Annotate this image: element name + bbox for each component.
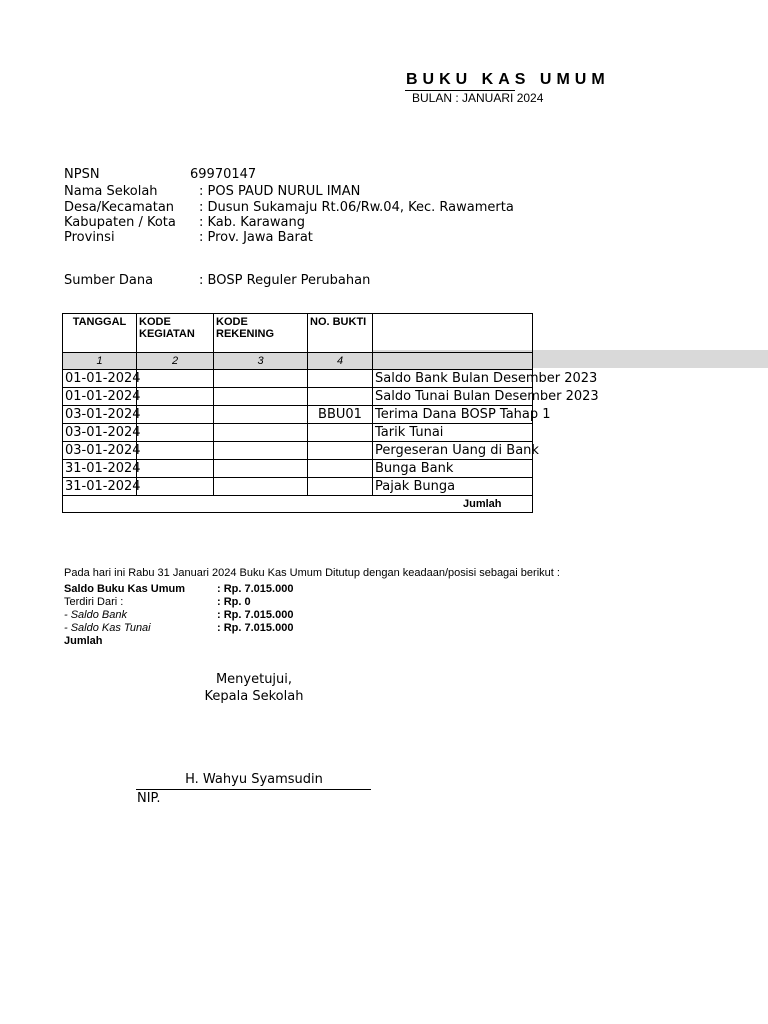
column-number: 3 (214, 353, 308, 370)
total-label: Jumlah (63, 496, 533, 513)
cell-no-bukti (308, 442, 373, 460)
closing-label-saldo-bank: - Saldo Bank (64, 609, 127, 621)
cell-kode-rekening (214, 424, 308, 442)
signature-line (136, 789, 371, 790)
cell-kode-rekening (214, 478, 308, 496)
closing-value-saldo-tunai: : Rp. 7.015.000 (217, 622, 294, 634)
page-subtitle: BULAN : JANUARI 2024 (412, 91, 544, 105)
principal-name: H. Wahyu Syamsudin (185, 772, 323, 787)
closing-value-saldo-bank: : Rp. 7.015.000 (217, 609, 294, 621)
cell-tanggal: 01-01-2024 (63, 370, 137, 388)
table-header-row (63, 314, 533, 353)
village-district-value: : Dusun Sukamaju Rt.06/Rw.04, Kec. Rawamerta (199, 200, 514, 215)
column-number-row (63, 353, 533, 370)
cell-tanggal: 03-01-2024 (63, 406, 137, 424)
closing-value-saldo-bku: : Rp. 7.015.000 (217, 583, 294, 595)
cell-kode-kegiatan (137, 478, 214, 496)
header-uraian (373, 314, 533, 353)
column-number: 2 (137, 353, 214, 370)
regency-value: : Kab. Karawang (199, 215, 305, 230)
cell-uraian: Tarik Tunai (373, 424, 533, 442)
table-row (63, 424, 533, 442)
approval-text: Menyetujui, (215, 672, 293, 687)
table-row (63, 460, 533, 478)
table-row (63, 406, 533, 424)
table-row (63, 442, 533, 460)
cell-kode-kegiatan (137, 442, 214, 460)
closing-label-saldo-bku: Saldo Buku Kas Umum (64, 583, 186, 595)
cell-uraian: Bunga Bank (373, 460, 533, 478)
closing-value-terdiri: : Rp. 0 (217, 596, 251, 608)
cell-kode-kegiatan (137, 370, 214, 388)
closing-statement: Pada hari ini Rabu 31 Januari 2024 Buku Kas Umum Ditutup dengan keadaan/posisi sebagai berikut : (64, 567, 560, 579)
cell-tanggal: 31-01-2024 (63, 478, 137, 496)
principal-role: Kepala Sekolah (204, 689, 304, 704)
ledger-table (62, 313, 599, 513)
column-number (373, 353, 533, 370)
cell-kode-rekening (214, 460, 308, 478)
school-name-value: : POS PAUD NURUL IMAN (199, 184, 361, 199)
cell-kode-rekening (214, 388, 308, 406)
header-no-bukti: NO. BUKTI (308, 314, 373, 353)
nip-label: NIP. (137, 791, 161, 806)
cell-no-bukti (308, 388, 373, 406)
funding-source-label: Sumber Dana (64, 273, 154, 288)
closing-label-jumlah: Jumlah (64, 635, 103, 647)
cell-no-bukti (308, 370, 373, 388)
cell-no-bukti: BBU01 (308, 406, 373, 424)
column-number: 1 (63, 353, 137, 370)
province-label: Provinsi (64, 230, 115, 245)
cell-kode-rekening (214, 370, 308, 388)
cell-uraian: Saldo Tunai Bulan Desember 2023 (373, 388, 533, 406)
cell-no-bukti (308, 424, 373, 442)
cell-no-bukti (308, 478, 373, 496)
header-tanggal: TANGGAL (63, 314, 137, 353)
school-name-label: Nama Sekolah (64, 184, 158, 199)
regency-label: Kabupaten / Kota (64, 215, 176, 230)
cell-kode-kegiatan (137, 388, 214, 406)
funding-source-value: : BOSP Reguler Perubahan (199, 273, 371, 288)
cell-kode-rekening (214, 406, 308, 424)
cell-tanggal: 03-01-2024 (63, 442, 137, 460)
cell-uraian: Saldo Bank Bulan Desember 2023 (373, 370, 533, 388)
table-row (63, 370, 533, 388)
cell-uraian: Terima Dana BOSP Tahap 1 (373, 406, 533, 424)
header-kode-kegiatan: KODE KEGIATAN (137, 314, 214, 353)
column-number: 4 (308, 353, 373, 370)
cell-kode-kegiatan (137, 424, 214, 442)
province-value: : Prov. Jawa Barat (199, 230, 313, 245)
cell-tanggal: 03-01-2024 (63, 424, 137, 442)
table-row (63, 388, 533, 406)
village-district-label: Desa/Kecamatan (64, 200, 175, 215)
table-total-row (63, 496, 533, 513)
header-kode-rekening: KODE REKENING (214, 314, 308, 353)
npsn-label: NPSN (64, 167, 100, 182)
cell-kode-rekening (214, 442, 308, 460)
closing-label-saldo-tunai: - Saldo Kas Tunai (64, 622, 151, 634)
cell-kode-kegiatan (137, 460, 214, 478)
page-title: BUKU KAS UMUM (406, 71, 610, 88)
npsn-value: 69970147 (190, 167, 257, 182)
cell-tanggal: 01-01-2024 (63, 388, 137, 406)
cell-no-bukti (308, 460, 373, 478)
cell-kode-kegiatan (137, 406, 214, 424)
cell-tanggal: 31-01-2024 (63, 460, 137, 478)
table-row (63, 478, 533, 496)
cell-uraian: Pergeseran Uang di Bank (373, 442, 533, 460)
cell-uraian: Pajak Bunga (373, 478, 533, 496)
closing-label-terdiri: Terdiri Dari : (64, 596, 124, 608)
